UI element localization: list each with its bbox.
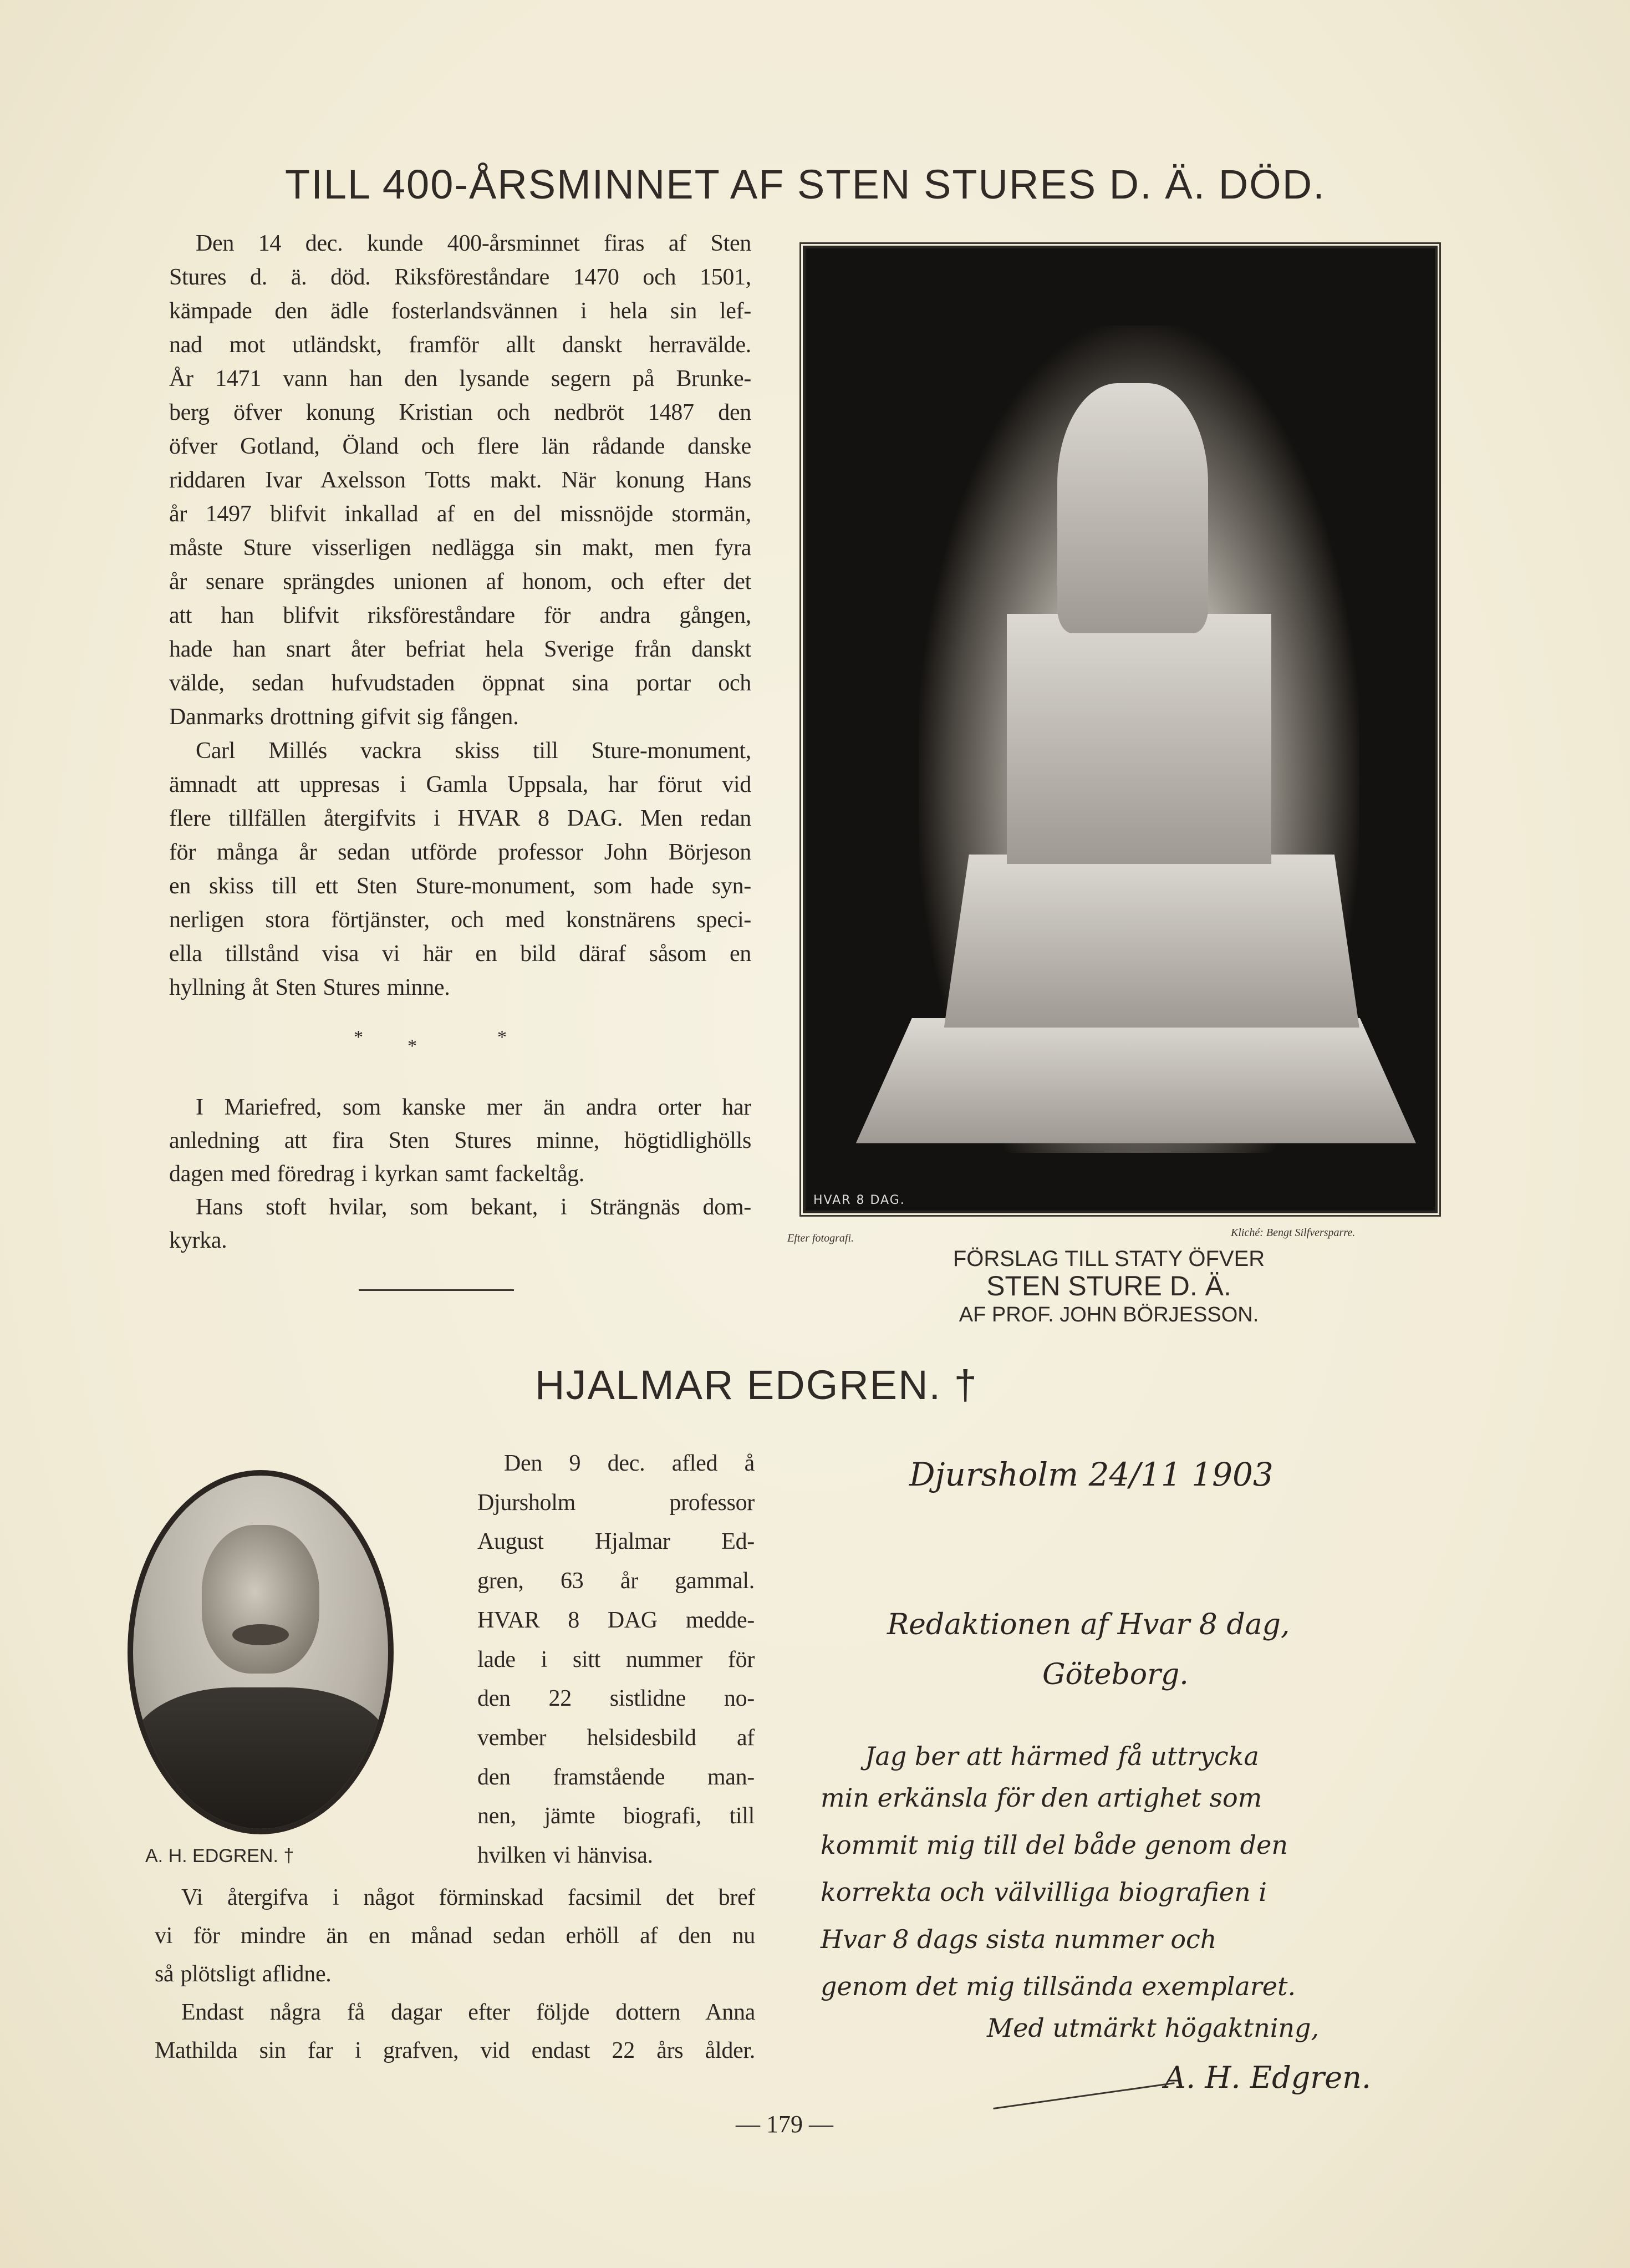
text-line: Danmarks drottning gifvit sig fången. xyxy=(169,704,519,730)
obituary-wide-column xyxy=(155,1884,755,2073)
text-line: hade han snart åter befriat hela Sverige från danskt xyxy=(169,637,751,662)
section-divider xyxy=(359,1289,514,1291)
portrait-caption: A. H. EDGREN. † xyxy=(145,1845,294,1867)
text-line: Djursholm professor xyxy=(477,1489,755,1516)
text-line: kämpade den ädle fosterlandsvännen i hela sin lef- xyxy=(169,298,751,324)
text-line: berg öfver konung Kristian och nedbröt 1487 den xyxy=(169,400,751,425)
text-line: anledning att fira Sten Stures minne, högtidlighölls xyxy=(169,1128,751,1153)
photo-caption: AF PROF. JOHN BÖRJESSON. xyxy=(959,1303,1259,1326)
text-line: Carl Millés vackra skiss till Sture-monument, xyxy=(196,738,751,764)
letter-address: Redaktionen af Hvar 8 dag, xyxy=(887,1608,1290,1641)
text-line: August Hjalmar Ed- xyxy=(477,1529,755,1555)
text-line: öfver Gotland, Öland och flere län rådande danske xyxy=(169,434,751,459)
photo-credit: Kliché: Bengt Silfversparre. xyxy=(1231,1227,1356,1239)
letter-signature: A. H. Edgren. xyxy=(1164,2060,1372,2095)
text-line: HVAR 8 DAG medde- xyxy=(477,1607,755,1633)
text-line: måste Sture visserligen nedlägga sin makt, men fyra xyxy=(169,535,751,561)
text-line: Den 9 dec. afled å xyxy=(504,1451,755,1476)
text-line: välde, sedan hufvudstaden öppnat sina portar och xyxy=(169,670,751,696)
signature-flourish xyxy=(993,2082,1174,2109)
text-line: år senare sprängdes unionen af honom, och efter det xyxy=(169,569,751,594)
article-body-column xyxy=(169,230,751,1018)
text-line: flere tillfällen återgifvits i HVAR 8 DAG. Men redan xyxy=(169,806,751,831)
letter-body-line: Hvar 8 dags sista nummer och xyxy=(821,1924,1217,1954)
text-line: vember helsidesbild af xyxy=(477,1725,755,1751)
photo-caption: STEN STURE D. Ä. xyxy=(986,1270,1231,1301)
text-line: hyllning åt Sten Stures minne. xyxy=(169,975,450,1000)
letter-body-line: Jag ber att härmed få uttrycka xyxy=(865,1741,1259,1771)
letter-body-line: genom det mig tillsända exemplaret. xyxy=(821,1971,1296,2001)
text-line: Vi återgifva i något förminskad facsimil det bref xyxy=(181,1885,755,1910)
text-line: Endast några få dagar efter följde dottern Anna xyxy=(181,2000,755,2025)
separator-star: * xyxy=(354,1027,363,1047)
obituary-title: HJALMAR EDGREN. † xyxy=(535,1362,978,1408)
text-line: för många år sedan utförde professor John Börjeson xyxy=(169,840,751,865)
text-line: hvilken vi hänvisa. xyxy=(477,1843,653,1868)
text-line: ämnadt att uppresas i Gamla Uppsala, har förut vid xyxy=(169,772,751,797)
text-line: riddaren Ivar Axelsson Totts makt. När konung Hans xyxy=(169,467,751,493)
text-line: så plötsligt aflidne. xyxy=(155,1961,332,1987)
letter-address: Göteborg. xyxy=(1042,1658,1189,1691)
photo-watermark: HVAR 8 DAG. xyxy=(813,1193,905,1207)
portrait-photo xyxy=(128,1470,394,1834)
separator-star: * xyxy=(407,1036,417,1056)
text-line: Hans stoft hvilar, som bekant, i Strängnäs dom- xyxy=(196,1194,751,1220)
text-line: lade i sitt nummer för xyxy=(477,1646,755,1672)
text-line: nad mot utländskt, framför allt danskt herravälde. xyxy=(169,332,751,358)
text-line: vi för mindre än en månad sedan erhöll af den nu xyxy=(155,1923,755,1949)
text-line: År 1471 vann han den lysande segern på Brunke- xyxy=(169,366,751,391)
text-line: ella tillstånd visa vi här en bild däraf såsom en xyxy=(169,941,751,967)
text-line: att han blifvit riksföreståndare för andra gången, xyxy=(169,603,751,628)
photo-caption: FÖRSLAG TILL STATY ÖFVER xyxy=(952,1247,1265,1271)
statue-photo xyxy=(803,246,1438,1213)
text-line: år 1497 blifvit inkallad af en del missnöjde stormän, xyxy=(169,501,751,527)
letter-body-line: korrekta och välvilliga biografien i xyxy=(821,1877,1267,1907)
text-line: kyrka. xyxy=(169,1228,227,1253)
article-title: TILL 400-ÅRSMINNET AF STEN STURES D. Ä. DÖD. xyxy=(285,161,1326,207)
text-line: I Mariefred, som kanske mer än andra orter har xyxy=(196,1095,751,1120)
text-line: den framstående man- xyxy=(477,1764,755,1790)
text-line: en skiss till ett Sten Sture-monument, som hade syn- xyxy=(169,873,751,899)
letter-closing: Med utmärkt högaktning, xyxy=(987,2013,1320,2043)
text-line: Stures d. ä. död. Riksföreståndare 1470 och 1501, xyxy=(169,265,751,290)
page-number: — 179 — xyxy=(736,2111,833,2138)
mariefred-paragraph xyxy=(169,1094,751,1272)
letter-body-line: min erkänsla för den artighet som xyxy=(821,1783,1262,1813)
letter-date: Djursholm 24/11 1903 xyxy=(909,1456,1274,1493)
text-line: Mathilda sin far i grafven, vid endast 22 års ålder. xyxy=(155,2038,755,2063)
text-line: den 22 sistlidne no- xyxy=(477,1686,755,1712)
text-line: nerligen stora förtjänster, och med konstnärens speci- xyxy=(169,907,751,933)
text-line: Den 14 dec. kunde 400-årsminnet firas af Sten xyxy=(196,231,751,256)
text-line: dagen med föredrag i kyrkan samt fackeltåg. xyxy=(169,1161,584,1187)
letter-body-line: kommit mig till del både genom den xyxy=(821,1830,1288,1860)
text-line: nen, jämte biografi, till xyxy=(477,1803,755,1829)
photo-credit: Efter fotografi. xyxy=(787,1232,854,1244)
text-line: gren, 63 år gammal. xyxy=(477,1568,755,1594)
separator-star: * xyxy=(497,1027,507,1047)
obituary-narrow-column xyxy=(477,1450,755,1868)
